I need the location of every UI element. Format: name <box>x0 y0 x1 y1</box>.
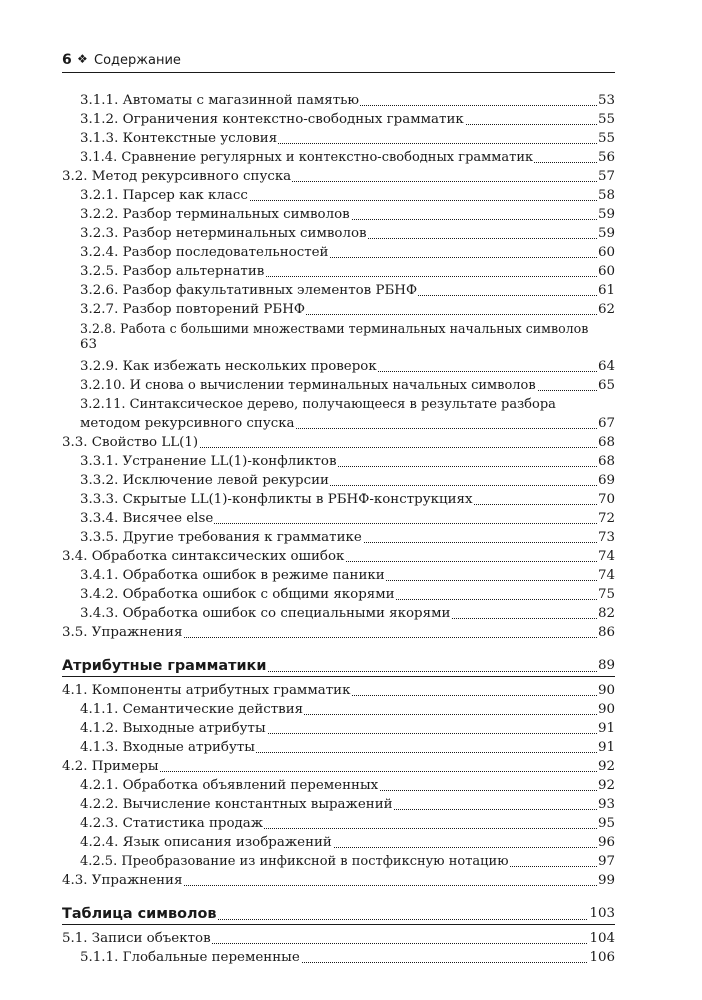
toc-entry-page: 104 <box>589 931 615 946</box>
toc-entry-page: 91 <box>597 740 615 755</box>
toc-entry[interactable] <box>0 166 702 185</box>
toc-entry-label: 3.2.1. Парсер как класс <box>80 188 248 203</box>
toc-entry[interactable] <box>0 756 702 775</box>
toc-entry[interactable] <box>0 128 702 147</box>
toc-entry-label: 3.1.4. Сравнение регулярных и контекстно-свободных грамматик <box>80 150 534 165</box>
toc-entry-label: 3.2.8. Работа с большими множествами терминальных начальных символов <box>80 321 589 336</box>
toc-entry-label: 3.2.7. Разбор повторений РБНФ <box>80 302 305 317</box>
toc-entry-page: 75 <box>597 587 615 602</box>
toc-entry[interactable] <box>0 261 702 280</box>
toc-entry-label: 4.2.3. Статистика продаж <box>80 816 264 831</box>
toc-entry-label: 5.1. Записи объектов <box>62 931 211 946</box>
toc-entry-label: 3.3.1. Устранение LL(1)-конфликтов <box>80 454 337 469</box>
toc-entry[interactable] <box>0 299 702 318</box>
toc-entry[interactable] <box>0 147 702 166</box>
toc-entry[interactable] <box>0 832 702 851</box>
ornament-icon: ❖ <box>77 52 88 66</box>
toc-entry-label: 3.2.2. Разбор терминальных символов <box>80 207 350 222</box>
toc-entry[interactable] <box>0 699 702 718</box>
toc-entry-label: 3.3.5. Другие требования к грамматике <box>80 530 362 545</box>
toc-entry[interactable] <box>0 508 702 527</box>
toc-entry-page: 55 <box>597 131 615 146</box>
toc-entry-label: 4.2.1. Обработка объявлений переменных <box>80 778 379 793</box>
page-number: 6 <box>62 52 72 68</box>
toc-entry[interactable] <box>0 432 702 451</box>
toc-entry-label: 3.1.3. Контекстные условия <box>80 131 278 146</box>
toc-entry-page: 96 <box>597 835 615 850</box>
toc-entry-label: 3.1.2. Ограничения контекстно-свободных грамматик <box>80 112 464 127</box>
toc-entry-page: 59 <box>597 226 615 241</box>
toc-entry[interactable] <box>0 527 702 546</box>
toc-entry-label: 4.1.1. Семантические действия <box>80 702 304 717</box>
toc-entry[interactable] <box>0 603 702 622</box>
toc-entry[interactable] <box>0 394 702 413</box>
toc-entry-label: 3.4.1. Обработка ошибок в режиме паники <box>80 568 385 583</box>
toc-entry-page: 53 <box>597 93 615 108</box>
toc-entry[interactable] <box>0 584 702 603</box>
toc-entry-page: 74 <box>597 568 615 583</box>
toc-entry-page: 57 <box>597 169 615 184</box>
toc-entry-label: 4.1. Компоненты атрибутных грамматик <box>62 683 351 698</box>
toc-entry[interactable] <box>0 851 702 870</box>
toc-entry[interactable] <box>0 223 702 242</box>
toc-entry[interactable] <box>0 775 702 794</box>
toc-entry[interactable] <box>0 90 702 109</box>
toc-entry-label: 4.1.3. Входные атрибуты <box>80 740 255 755</box>
toc-entry-page: 95 <box>597 816 615 831</box>
toc-entry-label: 4.2.4. Язык описания изображений <box>80 835 332 850</box>
toc-entry[interactable] <box>0 794 702 813</box>
toc-entry-label: 4.2. Примеры <box>62 759 159 774</box>
toc-entry[interactable] <box>0 928 702 947</box>
toc-entry-page: 58 <box>597 188 615 203</box>
toc-entry-label: 4.2.5. Преобразование из инфиксной в постфиксную нотацию <box>80 854 509 869</box>
toc-entry-page: 69 <box>597 473 615 488</box>
toc-entry-label: 3.3.3. Скрытые LL(1)-конфликты в РБНФ-конструкциях <box>80 492 473 507</box>
toc-entry-page: 67 <box>597 416 615 431</box>
toc-entry-label: 4.1.2. Выходные атрибуты <box>80 721 266 736</box>
toc-entry[interactable] <box>0 737 702 756</box>
toc-entry-label: 3.5. Упражнения <box>62 625 183 640</box>
toc-entry[interactable] <box>0 109 702 128</box>
toc-entry-label: 3.3.4. Висячее else <box>80 511 214 526</box>
toc-entry-page: 72 <box>597 511 615 526</box>
toc-entry-page: 60 <box>597 264 615 279</box>
toc-entry-page: 93 <box>597 797 615 812</box>
toc-entry-label: 3.2.4. Разбор последовательностей <box>80 245 329 260</box>
toc-entry-label: 3.2.9. Как избежать нескольких проверок <box>80 359 377 374</box>
toc-chapter-title: Таблица символов <box>62 906 217 922</box>
toc-entry-label: 4.3. Упражнения <box>62 873 183 888</box>
toc-entry-page: 59 <box>597 207 615 222</box>
toc-entry[interactable] <box>0 489 702 508</box>
toc-chapter-page: 89 <box>597 658 615 673</box>
toc-entry[interactable] <box>0 947 702 966</box>
toc-entry-page: 60 <box>597 245 615 260</box>
toc-entry[interactable] <box>0 242 702 261</box>
toc-entry-page: 61 <box>597 283 615 298</box>
toc-entry-label: 3.1.1. Автоматы с магазинной памятью <box>80 93 360 108</box>
toc-entry[interactable] <box>0 680 702 699</box>
toc-entry-page: 90 <box>597 702 615 717</box>
toc-entry-page: 86 <box>597 625 615 640</box>
toc-entry-label: 3.2.11. Синтаксическое дерево, получающееся в результате разбора <box>80 397 556 412</box>
toc-entry[interactable] <box>0 718 702 737</box>
toc-entry-label: 3.2. Метод рекурсивного спуска <box>62 169 292 184</box>
toc-entry-page: 73 <box>597 530 615 545</box>
toc-entry[interactable] <box>0 470 702 489</box>
chapter-divider <box>62 676 615 677</box>
toc-entry[interactable] <box>0 185 702 204</box>
toc-chapter[interactable] <box>0 901 702 923</box>
toc-entry-page: 92 <box>597 778 615 793</box>
toc-entry[interactable] <box>0 546 702 565</box>
toc-entry-page: 68 <box>597 454 615 469</box>
toc-entry[interactable] <box>0 870 702 889</box>
toc-entry-label: 3.4.3. Обработка ошибок со специальными якорями <box>80 606 451 621</box>
toc-entry[interactable] <box>0 813 702 832</box>
toc-entry-label: 3.2.10. И снова о вычислении терминальных начальных символов <box>80 378 536 393</box>
toc-entry-page: 63 <box>80 337 98 352</box>
toc-entry-label: 3.3.2. Исключение левой рекурсии <box>80 473 329 488</box>
toc-entry-label: 3.2.5. Разбор альтернатив <box>80 264 265 279</box>
toc-entry-page: 97 <box>597 854 615 869</box>
toc-entry-page: 106 <box>589 950 615 965</box>
toc-entry[interactable] <box>0 375 702 394</box>
header-title: Содержание <box>94 53 181 68</box>
toc-entry[interactable] <box>0 280 702 299</box>
toc-entry-page: 91 <box>597 721 615 736</box>
toc-entry[interactable] <box>0 204 702 223</box>
toc-entry-label: 5.1.1. Глобальные переменные <box>80 950 300 965</box>
toc-entry-page: 82 <box>597 606 615 621</box>
toc-entry-label: 3.3. Свойство LL(1) <box>62 435 199 450</box>
toc-chapter-page: 103 <box>589 906 615 921</box>
toc-entry-page: 99 <box>597 873 615 888</box>
toc-entry[interactable] <box>0 622 702 641</box>
toc-entry-label: 4.2.2. Вычисление константных выражений <box>80 797 393 812</box>
toc-entry-page: 55 <box>597 112 615 127</box>
toc-entry-page: 68 <box>597 435 615 450</box>
toc-entry-label: 3.2.3. Разбор нетерминальных символов <box>80 226 367 241</box>
toc-entry-page: 92 <box>597 759 615 774</box>
toc-entry-page: 70 <box>597 492 615 507</box>
toc-entry-label-continued: методом рекурсивного спуска <box>80 416 295 431</box>
toc-entry-label: 3.4.2. Обработка ошибок с общими якорями <box>80 587 395 602</box>
toc-entry-page: 56 <box>597 150 615 165</box>
toc-chapter[interactable] <box>0 653 702 675</box>
toc-chapter-title: Атрибутные грамматики <box>62 658 267 674</box>
toc-entry-page: 65 <box>597 378 615 393</box>
toc-entry[interactable] <box>0 356 702 375</box>
chapter-divider <box>62 924 615 925</box>
toc-entry-label: 3.2.6. Разбор факультативных элементов РБНФ <box>80 283 418 298</box>
toc-entry[interactable] <box>0 413 702 432</box>
toc-entry-page: 74 <box>597 549 615 564</box>
toc-entry[interactable] <box>0 565 702 584</box>
toc-entry[interactable] <box>0 318 702 337</box>
toc-entry-label: 3.4. Обработка синтаксических ошибок <box>62 549 345 564</box>
toc-entry[interactable] <box>0 451 702 470</box>
toc-entry-page: 64 <box>597 359 615 374</box>
toc-entry-page: 90 <box>597 683 615 698</box>
toc-entry-page: 62 <box>597 302 615 317</box>
